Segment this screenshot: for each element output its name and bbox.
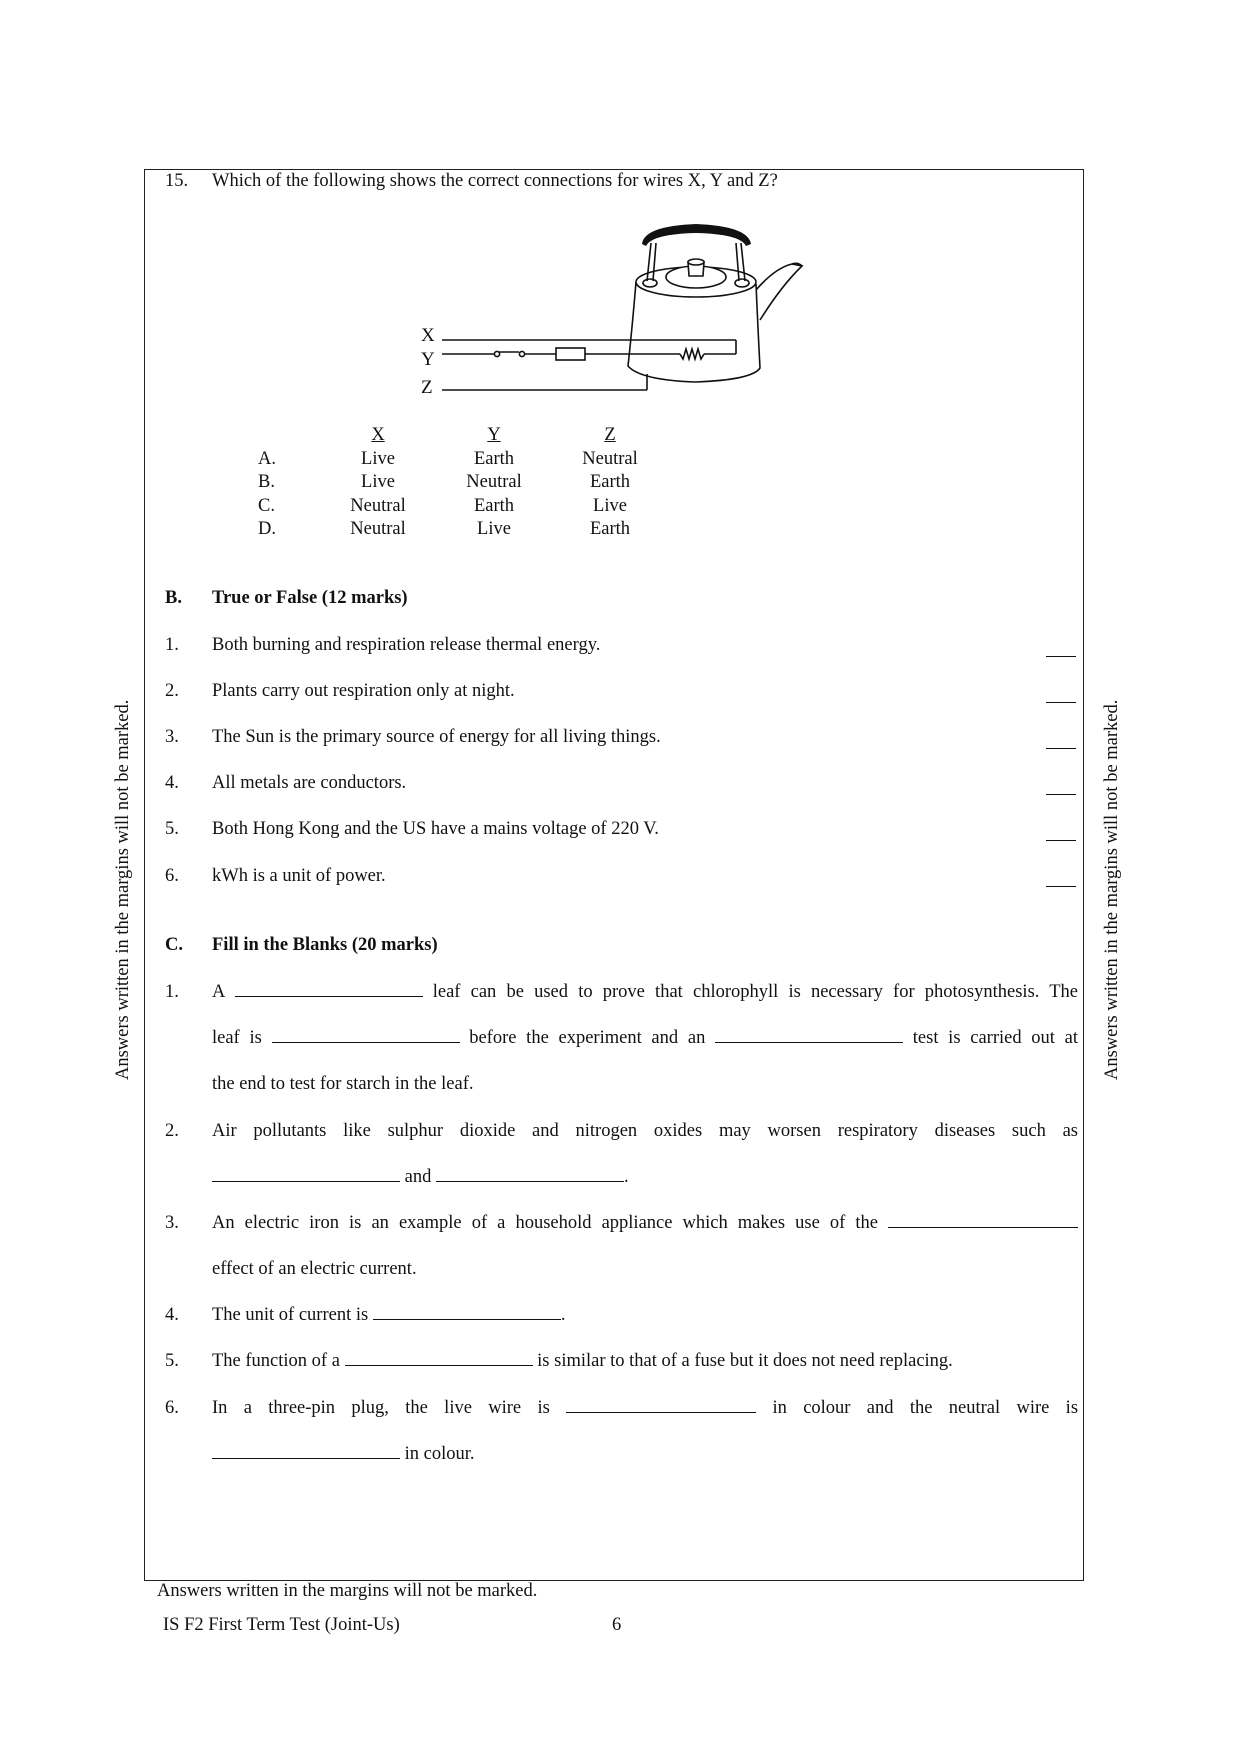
tf-item-text: Both burning and respiration release thermal energy. xyxy=(212,635,601,655)
tf-item-number: 5. xyxy=(165,819,179,839)
fill-blank[interactable] xyxy=(272,1028,460,1043)
option-letter: B. xyxy=(258,472,275,492)
fib-item-1-line-3: the end to test for starch in the leaf. xyxy=(212,1074,474,1094)
fill-blank[interactable] xyxy=(715,1028,903,1043)
right-margin-note: Answers written in the margins will not be marked. xyxy=(1102,699,1122,1080)
option-z: Earth xyxy=(589,519,631,539)
option-y: Neutral xyxy=(466,472,522,492)
tf-answer-blank[interactable] xyxy=(1046,748,1076,749)
option-x: Live xyxy=(361,472,395,492)
fib-item-6-line-1: In a three-pin plug, the live wire is in colour and the neutral wire is xyxy=(212,1398,1079,1418)
footer-margin-note: Answers written in the margins will not be marked. xyxy=(157,1581,538,1601)
tf-answer-blank[interactable] xyxy=(1046,840,1076,841)
fill-blank[interactable] xyxy=(345,1351,533,1366)
question-15-options xyxy=(258,424,668,542)
tf-item-number: 4. xyxy=(165,773,179,793)
fill-blank[interactable] xyxy=(235,982,423,997)
option-letter: A. xyxy=(258,448,276,469)
wire-label-x: X xyxy=(421,325,435,346)
option-b[interactable] xyxy=(258,471,668,495)
left-margin-note: Answers written in the margins will not be marked. xyxy=(113,699,133,1080)
option-x: Neutral xyxy=(350,519,406,539)
fib-item-number: 3. xyxy=(165,1213,179,1233)
question-15-text: Which of the following shows the correct connections for wires X, Y and Z? xyxy=(212,171,778,191)
tf-answer-blank[interactable] xyxy=(1046,794,1076,795)
fill-blank[interactable] xyxy=(212,1444,400,1459)
tf-item-number: 6. xyxy=(165,866,179,886)
header-z: Z xyxy=(604,425,616,445)
option-z: Earth xyxy=(589,472,631,492)
fib-item-3-line-1: An electric iron is an example of a household appliance which makes use of the xyxy=(212,1213,1078,1234)
option-x: Live xyxy=(361,448,395,469)
header-y: Y xyxy=(487,425,501,445)
option-letter: C. xyxy=(258,495,275,516)
fib-item-6-line-2: in colour. xyxy=(212,1444,475,1465)
fib-item-1-line-1: A leaf can be used to prove that chlorophyll is necessary for photosynthesis. The xyxy=(212,982,1079,1002)
options-header-row xyxy=(258,424,668,448)
option-y: Earth xyxy=(473,495,515,516)
fib-item-2-line-2: and . xyxy=(212,1167,629,1188)
tf-item-text: kWh is a unit of power. xyxy=(212,866,386,886)
footer-page-number: 6 xyxy=(612,1615,622,1635)
option-z: Live xyxy=(593,495,627,516)
tf-item-number: 2. xyxy=(165,681,179,701)
wire-label-z: Z xyxy=(421,377,433,398)
fib-item-1-line-2: leaf is before the experiment and an test is carried out at xyxy=(212,1028,1079,1048)
tf-item-text: The Sun is the primary source of energy for all living things. xyxy=(212,727,661,747)
option-d[interactable] xyxy=(258,518,668,542)
section-b-letter: B. xyxy=(165,588,182,608)
fib-item-2-line-1: Air pollutants like sulphur dioxide and nitrogen oxides may worsen respiratory diseases such as xyxy=(212,1121,1078,1141)
question-15-number: 15. xyxy=(165,171,189,191)
tf-item-text: Both Hong Kong and the US have a mains voltage of 220 V. xyxy=(212,819,659,839)
option-x: Neutral xyxy=(350,495,406,516)
fib-item-3-line-2: effect of an electric current. xyxy=(212,1259,417,1279)
tf-item-number: 1. xyxy=(165,635,179,655)
tf-answer-blank[interactable] xyxy=(1046,702,1076,703)
option-a[interactable] xyxy=(258,448,668,472)
fib-item-number: 1. xyxy=(165,982,179,1002)
option-z: Neutral xyxy=(582,448,638,469)
fib-item-5-line-1: The function of a is similar to that of a fuse but it does not need replacing. xyxy=(212,1351,953,1371)
section-b-title: True or False (12 marks) xyxy=(212,588,408,608)
tf-item-number: 3. xyxy=(165,727,179,747)
fill-blank[interactable] xyxy=(436,1167,624,1182)
fill-blank[interactable] xyxy=(373,1305,561,1320)
fib-item-number: 2. xyxy=(165,1121,179,1141)
fill-blank[interactable] xyxy=(566,1398,756,1413)
tf-item-text: All metals are conductors. xyxy=(212,773,407,793)
fib-item-number: 6. xyxy=(165,1398,179,1418)
tf-answer-blank[interactable] xyxy=(1046,656,1076,657)
tf-item-text: Plants carry out respiration only at night. xyxy=(212,681,515,701)
option-c[interactable] xyxy=(258,495,668,519)
fib-item-number: 5. xyxy=(165,1351,179,1371)
kettle-circuit-diagram xyxy=(410,210,810,410)
wire-label-y: Y xyxy=(421,349,435,370)
section-c-title: Fill in the Blanks (20 marks) xyxy=(212,935,438,955)
section-c-letter: C. xyxy=(165,935,183,955)
option-y: Earth xyxy=(473,448,515,469)
fill-blank[interactable] xyxy=(888,1213,1078,1228)
fib-item-4-line-1: The unit of current is . xyxy=(212,1305,566,1325)
footer-test-title: IS F2 First Term Test (Joint-Us) xyxy=(163,1615,400,1635)
fill-blank[interactable] xyxy=(212,1167,400,1182)
kettle-handle xyxy=(642,224,751,246)
option-y: Live xyxy=(477,519,511,539)
fib-item-number: 4. xyxy=(165,1305,179,1325)
header-x: X xyxy=(371,425,385,445)
tf-answer-blank[interactable] xyxy=(1046,886,1076,887)
option-letter: D. xyxy=(258,519,276,539)
